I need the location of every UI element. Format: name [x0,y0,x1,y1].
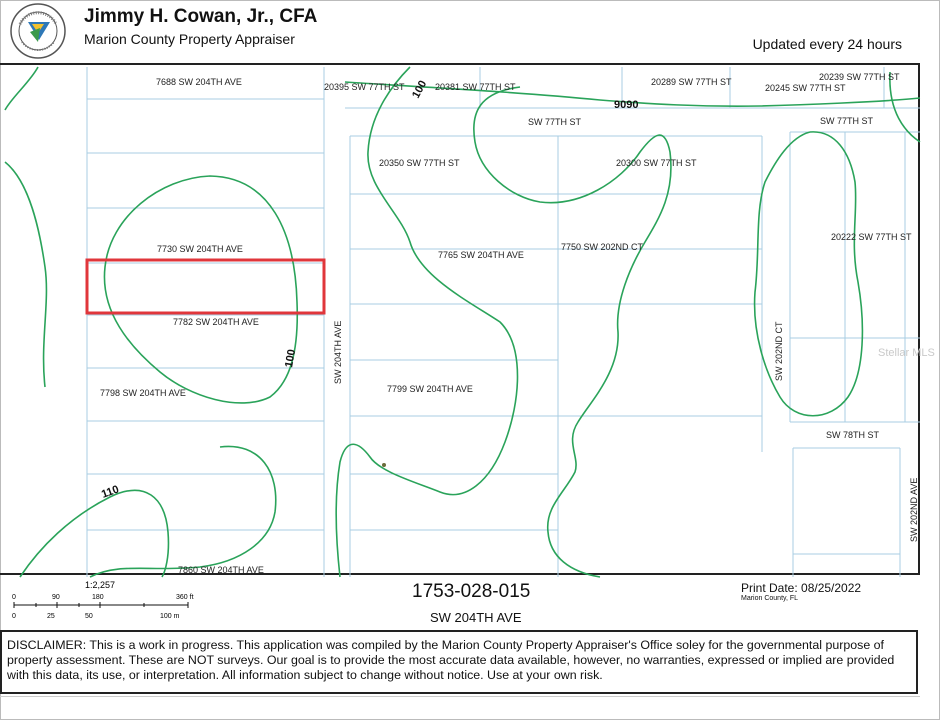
label-address: 20245 SW 77TH ST [765,83,846,93]
label-street: SW 204TH AVE [333,320,343,384]
label-street: SW 77TH ST [528,117,582,127]
label-address: 7798 SW 204TH AVE [100,388,186,398]
scale-m-tick: 25 [47,613,55,620]
contour-110-south [20,490,168,577]
appraiser-title: Jimmy H. Cowan, Jr., CFA [84,6,318,27]
label-address: 7799 SW 204TH AVE [387,384,473,394]
map-canvas[interactable] [0,65,935,577]
label-address: 7730 SW 204TH AVE [157,244,243,254]
label-address: 7782 SW 204TH AVE [173,317,259,327]
label-address: 7750 SW 202ND CT [561,242,644,252]
watermark: Stellar MLS [878,347,935,359]
print-date: Print Date: 08/25/2022 [741,581,862,595]
label-street: SW 77TH ST [820,116,874,126]
contour-label-110: 110 [99,483,121,501]
parcel-id: 1753-028-015 [412,581,531,602]
label-address: 20395 SW 77TH ST [324,82,405,92]
label-address: 7765 SW 204TH AVE [438,250,524,260]
scale-m-tick: 50 [85,613,93,620]
map-footer [0,575,920,627]
scale-m-tick: 100 m [160,613,180,620]
parcel-map[interactable] [0,63,935,575]
update-frequency: Updated every 24 hours [752,36,902,52]
label-street: SW 202ND AVE [909,477,919,542]
property-appraiser-seal [8,2,68,60]
label-address: 7860 SW 204TH AVE [178,565,264,575]
scale-ft-tick: 0 [12,594,16,601]
scale-ft-tick: 180 [92,594,104,601]
label-street: SW 78TH ST [826,430,880,440]
label-street: SW 202ND CT [774,321,784,381]
label-address: 20381 SW 77TH ST [435,82,516,92]
header [0,0,920,62]
label-address: 20350 SW 77TH ST [379,158,460,168]
contour-label-100: 100 [410,78,430,101]
scale-ft-tick: 360 ft [176,594,194,601]
county-name: Marion County, FL [741,595,799,602]
label-address: 7688 SW 204TH AVE [156,77,242,87]
label-address: 20289 SW 77TH ST [651,77,732,87]
contour-100-loop [104,176,297,403]
contour-label-90: 9090 [614,99,639,111]
map-labels [100,72,935,575]
map-marker-dot [382,463,386,467]
disclaimer: DISCLAIMER: This is a work in progress. This application was compiled by the Marion County Property Appraiser's Office soley for the governmental purpose of property assessment. These are NOT surveys. Our goal is to provide the most accurate data available, however, no warranties, expressed or implied are provided with this data, its use, or interpretation. All information subject to change without notice. Use at your own risk. [0,630,918,694]
subject-parcel-highlight[interactable] [87,260,324,313]
contour-100-west [5,67,46,387]
contour-90-east [755,132,863,416]
contour-100-central [336,67,517,577]
bottom-divider [0,696,920,697]
road-name: SW 204TH AVE [430,610,522,625]
scale-ft-tick: 90 [52,594,60,601]
contour-label-100: 100 [283,348,299,369]
scale-bar [8,578,208,626]
label-address: 20300 SW 77TH ST [616,158,697,168]
scale-m-tick: 0 [12,613,16,620]
scale-ratio: 1:2,257 [85,580,116,590]
appraiser-subtitle: Marion County Property Appraiser [84,31,295,47]
label-address: 20239 SW 77TH ST [819,72,900,82]
label-address: 20222 SW 77TH ST [831,232,912,242]
contour-110-central [90,446,276,577]
